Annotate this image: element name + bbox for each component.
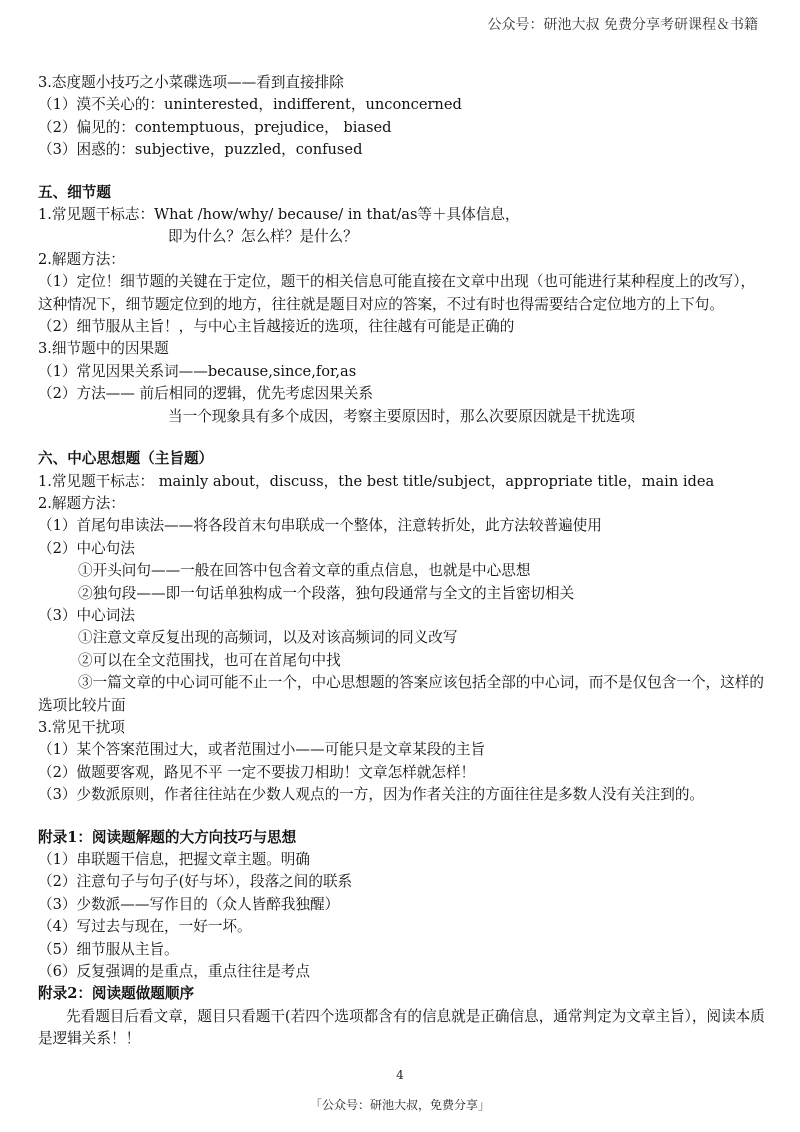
page-number: 4 bbox=[396, 1068, 404, 1082]
detail-line-3: 2.解题方法： bbox=[38, 250, 125, 268]
detail-line-5: （2）细节服从主旨！，与中心主旨越接近的选项，往往越有可能是正确的 bbox=[38, 318, 515, 336]
detail-line-9: 当一个现象具有多个成因，考察主要原因时，那么次要原因就是干扰选项 bbox=[168, 407, 636, 425]
section-title-main-idea: 六、中心思想题（主旨题） bbox=[38, 450, 214, 468]
main-idea-line-3: （1）首尾句串读法——将各段首末句串联成一个整体，注意转折处，此方法较普遍使用 bbox=[38, 517, 602, 535]
main-idea-line-8: ①注意文章反复出现的高频词，以及对该高频词的同义改写 bbox=[78, 629, 458, 647]
main-idea-line-12: （1）某个答案范围过大，或者范围过小——可能只是文章某段的主旨 bbox=[38, 741, 486, 759]
detail-line-8: （2）方法—— 前后相同的逻辑，优先考虑因果关系 bbox=[38, 385, 373, 403]
section-detail bbox=[38, 182, 766, 428]
section-title-appendix-1: 附录1：阅读题解题的大方向技巧与思想 bbox=[38, 828, 297, 846]
appendix-2-line-1: 先看题目后看文章，题目只看题干(若四个选项都含有的信息就是正确信息，通常判定为文章主旨），阅读本质是逻辑关系！！ bbox=[38, 1007, 765, 1048]
main-idea-line-6: ②独句段——即一句话单独构成一个段落，独句段通常与全文的主旨密切相关 bbox=[78, 584, 575, 602]
main-idea-line-9: ②可以在全文范围找，也可在首尾句中找 bbox=[78, 651, 341, 669]
main-idea-line-1: 1.常见题干标志： mainly about，discuss，the best title/subject，appropriate title，main idea bbox=[38, 472, 715, 490]
appendix-1-line-4: （4）写过去与现在，一好一坏。 bbox=[38, 918, 252, 936]
attitude-item-2: （2）偏见的：contemptuous，prejudice， biased bbox=[38, 118, 392, 136]
detail-line-7: （1）常见因果关系词——because,since,for,as bbox=[38, 362, 357, 380]
section-attitude bbox=[38, 72, 766, 162]
appendix-1-line-2: （2）注意句子与句子(好与坏），段落之间的联系 bbox=[38, 873, 353, 891]
main-idea-line-5: ①开头问句——一般在回答中包含着文章的重点信息，也就是中心思想 bbox=[78, 562, 531, 580]
appendix-1-line-6: （6）反复强调的是重点，重点往往是考点 bbox=[38, 963, 310, 981]
main-idea-line-2: 2.解题方法： bbox=[38, 494, 125, 512]
appendix-1-line-1: （1）串联题干信息，把握文章主题。明确 bbox=[38, 851, 310, 868]
appendix-1-line-3: （3）少数派——写作目的（众人皆醉我独醒） bbox=[38, 895, 340, 913]
section-title-detail: 五、细节题 bbox=[38, 183, 111, 201]
detail-line-4: （1）定位！细节题的关键在于定位，题干的相关信息可能直接在文章中出现（也可能进行某种程度上的改写），这种情况下，细节题定位到的地方，往往就是题目对应的答案，不过有时也得需要结合定位地方的上下句。 bbox=[38, 273, 756, 313]
detail-line-2: 即为什么？怎么样？是什么？ bbox=[168, 228, 358, 246]
appendix-1-line-5: （5）细节服从主旨。 bbox=[38, 940, 179, 958]
main-idea-line-11: 3.常见干扰项 bbox=[38, 718, 125, 736]
section-appendix-2 bbox=[38, 983, 766, 1050]
main-idea-line-14: （3）少数派原则，作者往往站在少数人观点的一方，因为作者关注的方面往往是多数人没有关注到的。 bbox=[38, 786, 705, 804]
detail-line-1: 1.常见题干标志：What /how/why/ because/ in that/as等＋具体信息， bbox=[38, 206, 520, 224]
main-idea-line-4: （2）中心句法 bbox=[38, 539, 135, 557]
main-idea-line-10: ③一篇文章的中心词可能不止一个，中心思想题的答案应该包括全部的中心词，而不是仅包含一个，这样的选项比较片面 bbox=[38, 674, 764, 714]
footer-brand: 「公众号：研池大叔，免费分享」 bbox=[309, 1098, 490, 1112]
document-body bbox=[38, 72, 766, 1051]
section-main-idea bbox=[38, 448, 766, 807]
detail-line-6: 3.细节题中的因果题 bbox=[38, 340, 169, 358]
attitude-item-3: （3）困惑的：subjective，puzzled，confused bbox=[38, 141, 363, 159]
section-appendix-1 bbox=[38, 827, 766, 984]
page-header: 公众号：研池大叔 免费分享考研课程＆书籍 bbox=[487, 17, 758, 33]
attitude-item-1: （1）漠不关心的：uninterested，indifferent，unconcerned bbox=[38, 96, 462, 114]
section-title-appendix-2: 附录2：阅读题做题顺序 bbox=[38, 985, 195, 1003]
attitude-heading: 3.态度题小技巧之小菜碟选项——看到直接排除 bbox=[38, 74, 344, 91]
main-idea-line-13: （2）做题要客观，路见不平 一定不要拔刀相助！文章怎样就怎样！ bbox=[38, 763, 476, 781]
main-idea-line-7: （3）中心词法 bbox=[38, 606, 135, 624]
